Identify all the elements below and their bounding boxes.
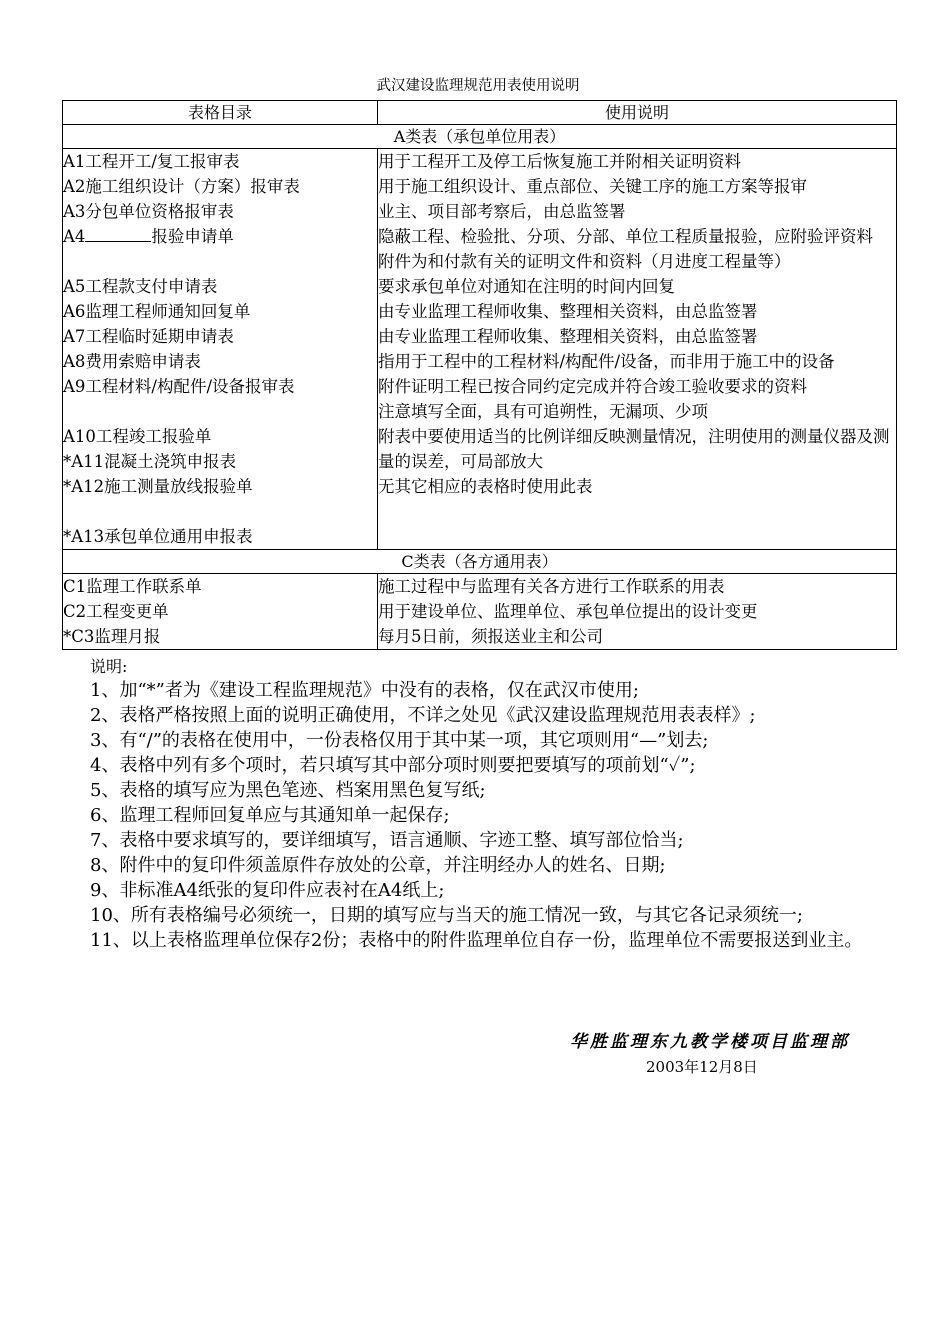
list-item: A8费用索赔申请表	[63, 352, 201, 371]
usage-text: 每月5日前，须报送业主和公司	[378, 627, 603, 646]
usage-text: 由专业监理工程师收集、整理相关资料，由总监签署	[378, 302, 758, 321]
usage-text: 附件为和付款有关的证明文件和资料（月进度工程量等）	[378, 252, 791, 271]
notes-section	[90, 656, 932, 953]
document-title: 武汉建设监理规范用表使用说明	[376, 78, 580, 94]
note-item: 10、所有表格编号必须统一，日期的填写应与当天的施工情况一致，与其它各记录须统一;	[90, 905, 803, 926]
list-item: *A11混凝土浇筑申报表	[63, 452, 237, 471]
note-item: 7、表格中要求填写的，要详细填写，语言通顺、字迹工整、填写部位恰当;	[90, 830, 684, 851]
notes-title: 说明:	[90, 657, 128, 676]
list-item: A9工程材料/构配件/设备报审表	[63, 377, 295, 396]
note-item: 5、表格的填写应为黑色笔迹、档案用黑色复写纸;	[90, 780, 486, 801]
list-item: *C3监理月报	[63, 627, 161, 646]
section-a-usage-list	[378, 149, 897, 550]
list-item: A7工程临时延期申请表	[63, 327, 234, 346]
section-a-header-row	[63, 125, 897, 149]
usage-text: 注意填写全面，具有可追朔性，无漏项、少项	[378, 402, 708, 421]
note-item: 8、附件中的复印件须盖原件存放处的公章，并注明经办人的姓名、日期;	[90, 855, 666, 876]
note-item: 2、表格严格按照上面的说明正确使用，不详之处见《武汉建设监理规范用表表样》;	[90, 705, 756, 726]
list-item: A3分包单位资格报审表	[63, 202, 234, 221]
usage-text: 附件证明工程已按合同约定完成并符合竣工验收要求的资料	[378, 377, 807, 396]
header-form-list: 表格目录	[63, 101, 378, 125]
section-c-form-list	[63, 574, 378, 650]
list-item: C1监理工作联系单	[63, 577, 202, 596]
note-item: 6、监理工程师回复单应与其通知单一起保存;	[90, 805, 450, 826]
note-item: 1、加“*”者为《建设工程监理规范》中没有的表格，仅在武汉市使用;	[90, 680, 639, 701]
signature-org: 华胜监理东九教学楼项目监理部	[570, 1032, 850, 1052]
usage-text: 用于施工组织设计、重点部位、关键工序的施工方案等报审	[378, 177, 807, 196]
usage-text: 隐蔽工程、检验批、分项、分部、单位工程质量报验，应附验评资料	[378, 227, 873, 246]
section-c-title: C类表（各方通用表）	[63, 550, 897, 574]
list-item: A6监理工程师通知回复单	[63, 302, 251, 321]
section-c-body-row	[63, 574, 897, 650]
note-item: 9、非标准A4纸张的复印件应表衬在A4纸上;	[90, 880, 445, 901]
section-a-form-list	[63, 149, 378, 550]
section-a-title: A类表（承包单位用表）	[63, 125, 897, 149]
list-item: *A12施工测量放线报验单	[63, 477, 253, 496]
list-item: *A13承包单位通用申报表	[63, 527, 253, 546]
header-usage: 使用说明	[378, 101, 897, 125]
a4-name: 报验申请单	[151, 227, 234, 246]
signature-date: 2003年12月8日	[646, 1058, 758, 1076]
list-item: A1工程开工/复工报审表	[63, 152, 240, 171]
usage-text: 施工过程中与监理有关各方进行工作联系的用表	[378, 577, 725, 596]
list-item: A5工程款支付申请表	[63, 277, 218, 296]
usage-text: 业主、项目部考察后，由总监签署	[378, 202, 626, 221]
usage-text: 指用于工程中的工程材料/构配件/设备，而非用于施工中的设备	[378, 352, 835, 371]
section-a-body-row	[63, 149, 897, 550]
form-usage-table	[62, 100, 897, 650]
spacer	[63, 249, 377, 274]
section-c-header-row	[63, 550, 897, 574]
usage-text: 无其它相应的表格时使用此表	[378, 477, 593, 496]
note-item: 4、表格中列有多个项时，若只填写其中部分项时则要把要填写的项前划“✓”;	[90, 755, 696, 776]
usage-text: 附表中要使用适当的比例详细反映测量情况，注明使用的测量仪器及测量的误差，可局部放大	[378, 427, 890, 471]
list-item: C2工程变更单	[63, 602, 169, 621]
a4-code: A4	[63, 227, 86, 246]
usage-text: 由专业监理工程师收集、整理相关资料，由总监签署	[378, 327, 758, 346]
a4-blank-line	[85, 226, 151, 242]
note-item: 11、以上表格监理单位保存2份；表格中的附件监理单位自存一份，监理单位不需要报送到业主。	[90, 930, 863, 951]
list-item	[63, 224, 377, 249]
usage-text: 用于工程开工及停工后恢复施工并附相关证明资料	[378, 152, 741, 171]
spacer	[63, 499, 377, 524]
list-item: A10工程竣工报验单	[63, 427, 212, 446]
spacer	[63, 399, 377, 424]
section-c-usage-list	[378, 574, 897, 650]
table-header-row	[63, 101, 897, 125]
note-item: 3、有“/”的表格在使用中，一份表格仅用于其中某一项，其它项则用“—”划去;	[90, 730, 709, 751]
list-item: A2施工组织设计（方案）报审表	[63, 177, 300, 196]
usage-text: 用于建设单位、监理单位、承包单位提出的设计变更	[378, 602, 758, 621]
usage-text: 要求承包单位对通知在注明的时间内回复	[378, 277, 675, 296]
